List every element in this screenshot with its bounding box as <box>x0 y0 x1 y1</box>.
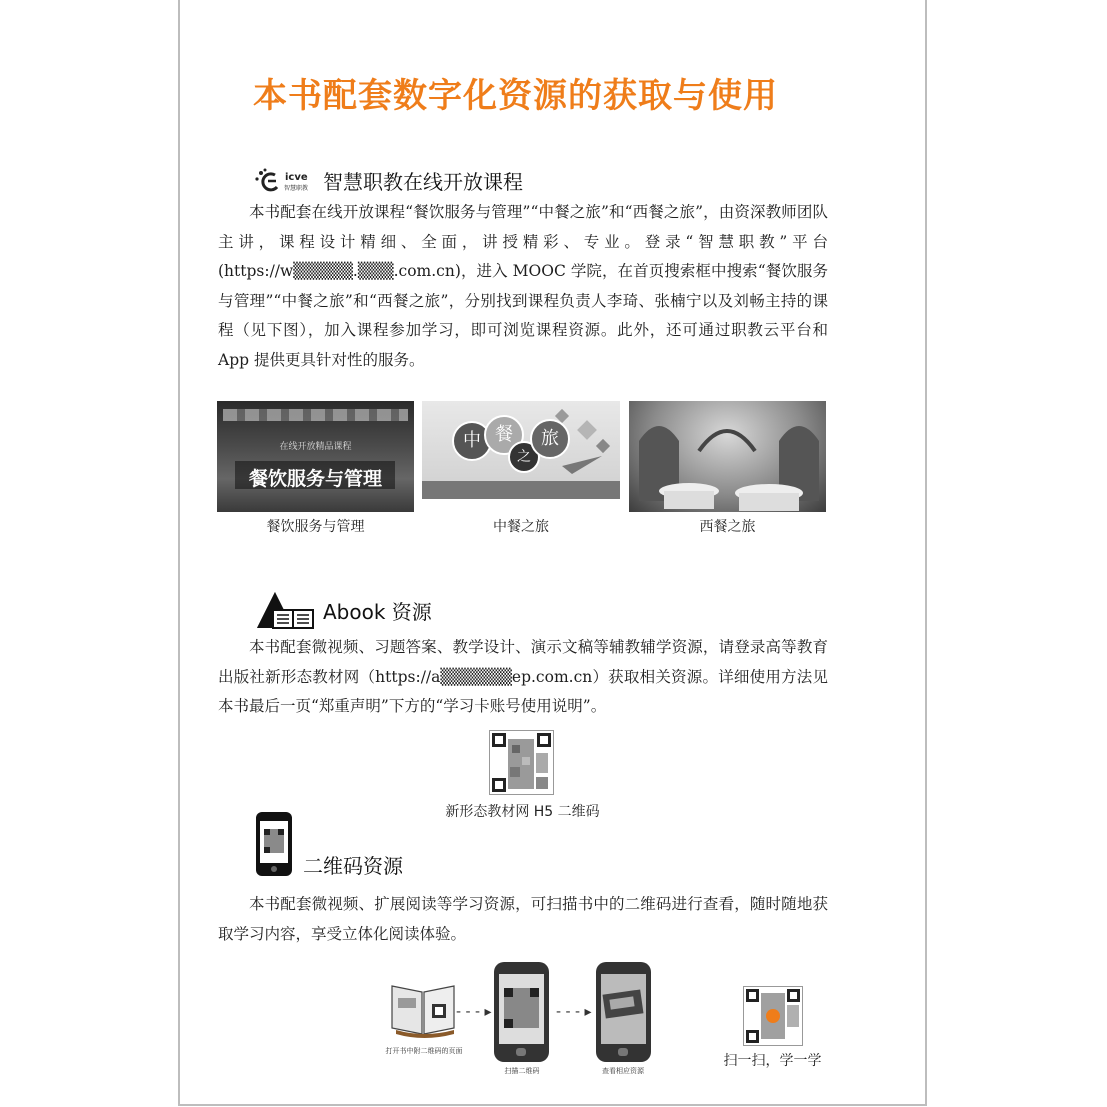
page-title: 本书配套数字化资源的获取与使用 <box>253 76 778 116</box>
abook-paragraph: 本书配套微视频、习题答案、教学设计、演示文稿等辅教辅学资源，请登录高等教育出版社新形态教材网（https://a▒▒▒▒▒▒ep.com.cn）获取相关资源。详细使用方法见本书最后一页“郑重声明”下方的“学习卡账号使用说明”。 <box>218 638 828 715</box>
banner-title: 餐饮服务与管理 <box>248 468 382 490</box>
banner-subtitle: 在线开放精品课程 <box>279 442 352 452</box>
phone-view <box>596 962 651 1062</box>
abook-qr-code[interactable] <box>489 730 554 795</box>
caption-chinese: 中餐之旅 <box>493 519 549 535</box>
phone-qr-icon <box>255 811 295 879</box>
icve-logo-icon <box>255 167 317 195</box>
icve-paragraph: 本书配套在线开放课程“餐饮服务与管理”“中餐之旅”和“西餐之旅”，由资深教师团队主讲，课程设计精细、全面，讲授精彩、专业。登录“智慧职教”平台 (https://w▒▒▒▒▒.▒▒▒.com.cn)，进入 MOOC 学院，在首页搜索框中搜索“餐饮服务与管理”“中餐之旅”和“西餐之旅”，分别找到课程负责人李琦、张楠宁以及刘畅主持的课程（见下图），加入课程参加学习，即可浏览课程资源。此外，还可通过职教云平台和 App 提供更具针对性的服务。 <box>218 203 828 369</box>
course-banner-catering <box>217 401 414 512</box>
abook-logo-icon <box>255 590 317 630</box>
step-view: 查看相应资源 <box>602 1067 644 1075</box>
icve-header <box>255 166 523 195</box>
char-zhi: 之 <box>508 441 540 473</box>
icve-logo-sub: 智慧职教 <box>284 184 309 192</box>
char-zhong: 中 <box>452 421 492 461</box>
abook-heading: Abook 资源 <box>323 599 432 624</box>
caption-western: 西餐之旅 <box>699 519 756 535</box>
phone-scan <box>494 962 549 1062</box>
qrres-header <box>255 810 403 879</box>
icve-logo-text: icve <box>285 171 308 183</box>
arrow-icon-2: - - - ▸ <box>556 1004 592 1020</box>
scan-caption: 扫一扫，学一学 <box>723 1053 822 1069</box>
course-banner-chinese <box>422 401 620 499</box>
abook-qr-caption: 新形态教材网 H5 二维码 <box>445 804 600 820</box>
scan-qr-code[interactable] <box>743 986 803 1046</box>
char-can: 餐 <box>484 415 524 455</box>
course-banner-western <box>629 401 826 512</box>
caption-catering: 餐饮服务与管理 <box>266 519 365 535</box>
step-open-book: 打开书中附二维码的页面 <box>385 1047 463 1055</box>
char-lv: 旅 <box>530 419 570 459</box>
qr-center-logo <box>766 1009 780 1023</box>
open-book-icon <box>388 978 458 1038</box>
arrow-icon-1: - - - ▸ <box>456 1004 492 1020</box>
qrres-heading: 二维码资源 <box>303 854 403 878</box>
step-scan: 扫描二维码 <box>504 1067 540 1075</box>
icve-heading: 智慧职教在线开放课程 <box>323 170 523 194</box>
abook-header <box>255 590 432 630</box>
airplane-icon <box>562 456 602 474</box>
qrres-paragraph: 本书配套微视频、扩展阅读等学习资源，可扫描书中的二维码进行查看，随时随地获取学习内容，享受立体化阅读体验。 <box>218 895 828 943</box>
